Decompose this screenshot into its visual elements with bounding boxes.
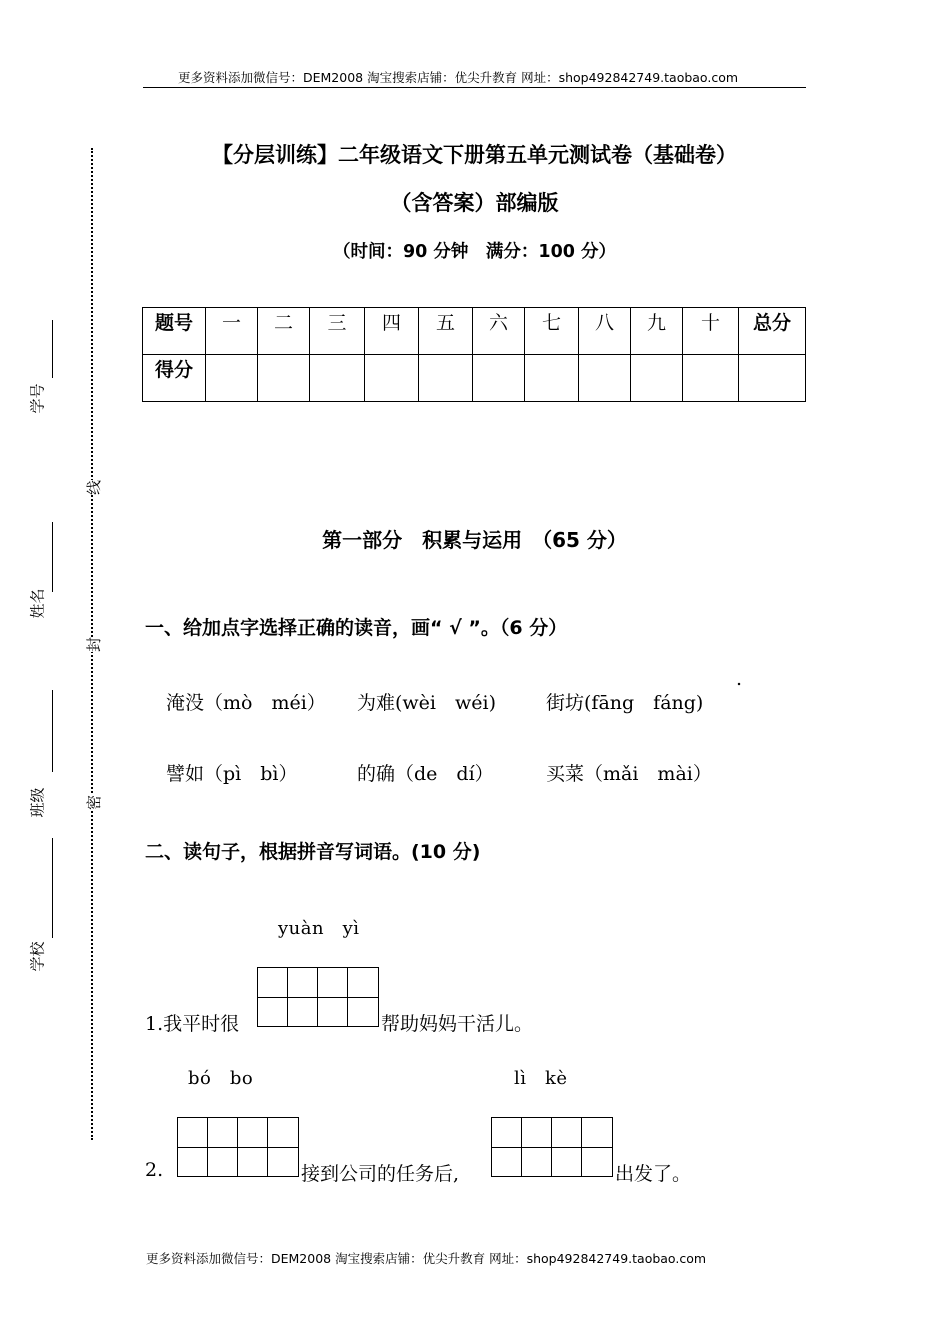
score-cell[interactable] xyxy=(525,355,579,402)
pinyin-like: lì kè xyxy=(514,1068,568,1089)
score-row-label: 得分 xyxy=(143,355,206,402)
sentence1-before: 1.我平时很 xyxy=(145,1013,240,1035)
field-line-xingming xyxy=(52,522,53,592)
grid-cell[interactable] xyxy=(318,968,348,1026)
q1-item: 街坊(fāng fáng) xyxy=(546,692,704,714)
score-header-cell: 九 xyxy=(631,308,683,355)
score-header-cell: 十 xyxy=(683,308,739,355)
score-header-cell: 题号 xyxy=(143,308,206,355)
pinyin-yuanyi: yuàn yì xyxy=(278,918,360,939)
binding-mark-mi: 密 xyxy=(85,794,104,811)
answer-grid-bobo[interactable] xyxy=(177,1117,299,1177)
score-header-cell: 一 xyxy=(206,308,258,355)
grid-cell[interactable] xyxy=(522,1118,552,1176)
grid-cell[interactable] xyxy=(348,968,378,1026)
field-label-xingming: 姓名 xyxy=(28,588,47,619)
score-cell[interactable] xyxy=(473,355,525,402)
grid-cell[interactable] xyxy=(238,1118,268,1176)
grid-cell[interactable] xyxy=(492,1118,522,1176)
score-header-cell: 六 xyxy=(473,308,525,355)
grid-cell[interactable] xyxy=(178,1118,208,1176)
score-table xyxy=(142,307,806,402)
sentence2-after: 出发了。 xyxy=(615,1163,692,1185)
page-header: 更多资料添加微信号：DEM2008 淘宝搜索店铺：优尖升教育 网址：shop492842749.taobao.com xyxy=(178,70,739,85)
q2-title: 二、读句子，根据拼音写词语。(10 分) xyxy=(145,841,481,863)
score-cell[interactable] xyxy=(310,355,365,402)
grid-cell[interactable] xyxy=(582,1118,612,1176)
score-cell[interactable] xyxy=(683,355,739,402)
pinyin-bobo: bó bo xyxy=(188,1068,254,1089)
sentence2-prefix: 2. xyxy=(145,1159,164,1181)
exam-subtitle: （时间：90 分钟 满分：100 分） xyxy=(332,242,617,262)
grid-cell[interactable] xyxy=(552,1118,582,1176)
score-cell[interactable] xyxy=(258,355,310,402)
q1-item: 淹没（mò méi） xyxy=(166,692,326,714)
sentence2-middle: 接到公司的任务后, xyxy=(301,1163,460,1185)
score-cell[interactable] xyxy=(631,355,683,402)
q1-item: 为难(wèi wéi) xyxy=(357,692,496,714)
field-label-xuexiao: 学校 xyxy=(28,941,47,972)
score-header-cell: 四 xyxy=(365,308,419,355)
sentence1-after: 帮助妈妈干活儿。 xyxy=(381,1013,534,1035)
header-rule xyxy=(143,87,806,88)
score-cell[interactable] xyxy=(579,355,631,402)
stray-dot: . xyxy=(736,668,743,690)
score-cell[interactable] xyxy=(365,355,419,402)
page-footer: 更多资料添加微信号：DEM2008 淘宝搜索店铺：优尖升教育 网址：shop492842749.taobao.com xyxy=(146,1251,707,1266)
q1-title: 一、给加点字选择正确的读音，画“ √ ”。（6 分） xyxy=(145,617,568,639)
score-header-cell: 三 xyxy=(310,308,365,355)
score-table-header-row xyxy=(143,308,806,355)
exam-title-line1: 【分层训练】二年级语文下册第五单元测试卷（基础卷） xyxy=(212,143,737,167)
binding-mark-xian: 线 xyxy=(85,479,104,496)
score-header-cell: 总分 xyxy=(739,308,806,355)
q1-item: 譬如（pì bì） xyxy=(166,763,298,785)
answer-grid-like[interactable] xyxy=(491,1117,613,1177)
score-header-cell: 七 xyxy=(525,308,579,355)
field-label-xuehao: 学号 xyxy=(28,383,47,414)
score-header-cell: 二 xyxy=(258,308,310,355)
grid-cell[interactable] xyxy=(288,968,318,1026)
grid-cell[interactable] xyxy=(268,1118,298,1176)
score-cell[interactable] xyxy=(206,355,258,402)
q1-item: 的确（de dí） xyxy=(357,763,494,785)
score-table-score-row xyxy=(143,355,806,402)
part1-title: 第一部分 积累与运用 （65 分） xyxy=(322,528,627,552)
binding-mark-feng: 封 xyxy=(85,636,104,653)
score-header-cell: 八 xyxy=(579,308,631,355)
score-header-cell: 五 xyxy=(419,308,473,355)
field-line-xuehao xyxy=(52,320,53,378)
q1-item: 买菜（mǎi mài） xyxy=(546,763,712,785)
field-line-xuexiao xyxy=(52,838,53,938)
score-cell[interactable] xyxy=(419,355,473,402)
exam-title-line2: （含答案）部编版 xyxy=(390,191,559,215)
grid-cell[interactable] xyxy=(208,1118,238,1176)
field-label-banji: 班级 xyxy=(28,787,47,818)
score-cell[interactable] xyxy=(739,355,806,402)
answer-grid-yuanyi[interactable] xyxy=(257,967,379,1027)
grid-cell[interactable] xyxy=(258,968,288,1026)
field-line-banji xyxy=(52,690,53,772)
